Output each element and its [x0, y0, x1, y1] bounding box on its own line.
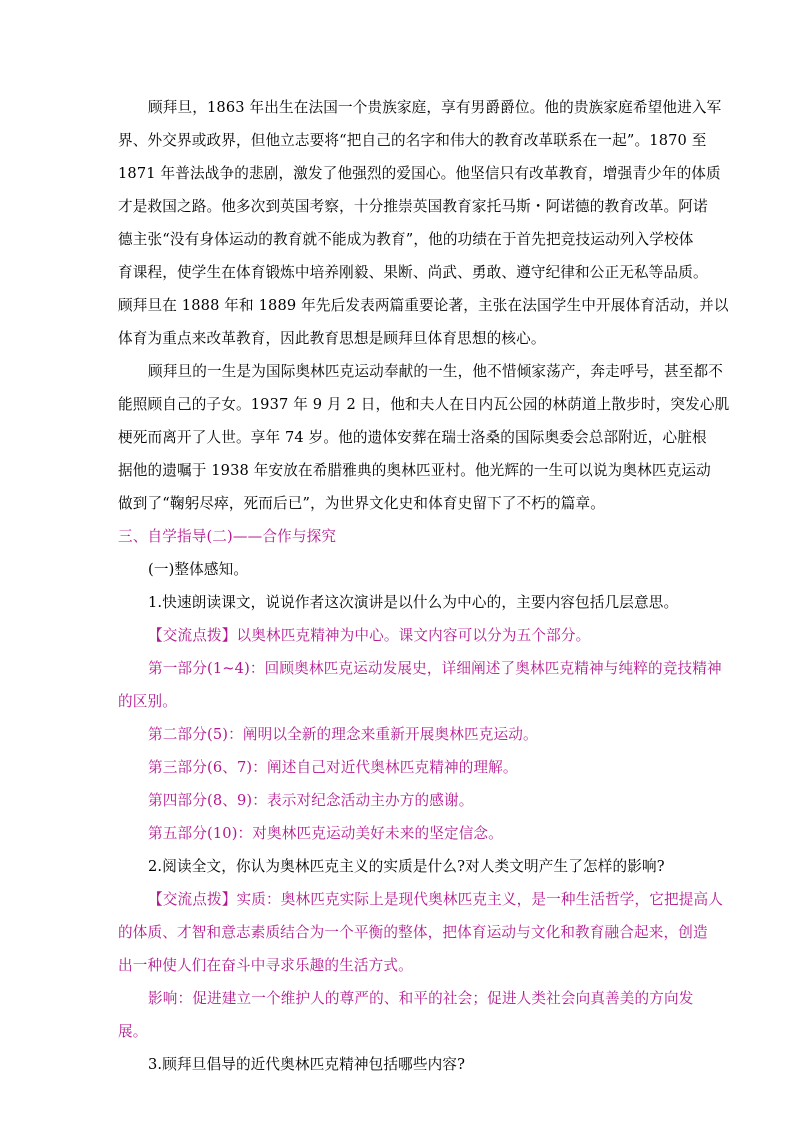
- influence-line: 影响：促进建立一个维护人的尊严的、和平的社会；促进人类社会向真善美的方向发: [148, 990, 694, 1007]
- bio-line: 德主张“没有身体运动的教育就不能成为教育”，他的功绩在于首先把竞技运动列入学校体: [118, 231, 694, 248]
- answer-2-line: [118, 890, 724, 910]
- bio-line: 顾拜旦在 1888 年和 1889 年先后发表两篇重要论著，主张在法国学生中开展体育活动，并以: [118, 297, 729, 314]
- bio-line: 顾拜旦，1863 年出生在法国一个贵族家庭，享有男爵爵位。他的贵族家庭希望他进入军: [148, 99, 722, 116]
- section-title: 三、自学指导(二)——合作与探究: [118, 528, 337, 545]
- answer-text: 以奥林匹克精神为中心。课文内容可以分为五个部分。: [236, 627, 591, 644]
- part-line: 第二部分(5)：阐明以全新的理念来重新开展奥林匹克运动。: [148, 726, 538, 743]
- influence-line: 展。: [118, 1023, 148, 1040]
- bio-line: 做到了“鞠躬尽瘁，死而后已”，为世界文化史和体育史留下了不朽的篇章。: [118, 495, 606, 512]
- answer-text: 实质：奥林匹克实际上是现代奥林匹克主义，是一种生活哲学，它把提高人: [236, 891, 724, 908]
- answer-1: [118, 626, 708, 646]
- part-line: 第三部分(6、7)：阐述自己对近代奥林匹克精神的理解。: [148, 759, 518, 776]
- bio-line: 据他的遗嘱于 1938 年安放在希腊雅典的奥林匹亚村。他光辉的一生可以说为奥林匹克运动: [118, 462, 711, 479]
- bio-line: 1871 年普法战争的悲剧，激发了他强烈的爱国心。他坚信只有改革教育，增强青少年的体质: [118, 165, 721, 182]
- bio-line: 顾拜旦的一生是为国际奥林匹克运动奉献的一生，他不惜倾家荡产，奔走呼号，甚至都不: [148, 363, 724, 380]
- part-line: 的区别。: [118, 693, 177, 710]
- bio-line: 能照顾自己的子女。1937 年 9 月 2 日，他和夫人在日内瓦公园的林荫道上散步时，突发心肌: [118, 396, 730, 413]
- answer-2-line: 的体质、才智和意志素质结合为一个平衡的整体，把体育运动与文化和教育融合起来，创造: [118, 924, 708, 941]
- part-line: 第五部分(10)：对奥林匹克运动美好未来的坚定信念。: [148, 825, 503, 842]
- question-2: 2.阅读全文，你认为奥林匹克主义的实质是什么?对人类文明产生了怎样的影响?: [148, 858, 665, 875]
- answer-tag: 【交流点拨】: [148, 627, 237, 644]
- answer-tag: 【交流点拨】: [148, 891, 237, 908]
- bio-line: 才是救国之路。他多次到英国考察，十分推崇英国教育家托马斯・阿诺德的教育改革。阿诺: [118, 198, 708, 215]
- bio-line: 育课程，使学生在体育锻炼中培养刚毅、果断、尚武、勇敢、遵守纪律和公正无私等品质。: [118, 264, 708, 281]
- question-1: 1.快速朗读课文，说说作者这次演讲是以什么为中心的，主要内容包括几层意思。: [148, 594, 679, 611]
- bio-line: 界、外交界或政界，但他立志要将“把自己的名字和伟大的教育改革联系在一起”。1870 至: [118, 132, 707, 149]
- bio-line: 体育为重点来改革教育，因此教育思想是顾拜旦体育思想的核心。: [118, 330, 546, 347]
- answer-2-line: 出一种使人们在奋斗中寻求乐趣的生活方式。: [118, 957, 413, 974]
- question-3: 3.顾拜旦倡导的近代奥林匹克精神包括哪些内容?: [148, 1056, 466, 1073]
- part-line: 第一部分(1~4)：回顾奥林匹克运动发展史，详细阐述了奥林匹克精神与纯粹的竞技精神: [148, 660, 722, 677]
- subsection-title: (一)整体感知。: [148, 561, 249, 578]
- part-line: 第四部分(8、9)：表示对纪念活动主办方的感谢。: [148, 792, 474, 809]
- bio-line: 梗死而离开了人世。享年 74 岁。他的遗体安葬在瑞士洛桑的国际奥委会总部附近，心脏根: [118, 429, 707, 446]
